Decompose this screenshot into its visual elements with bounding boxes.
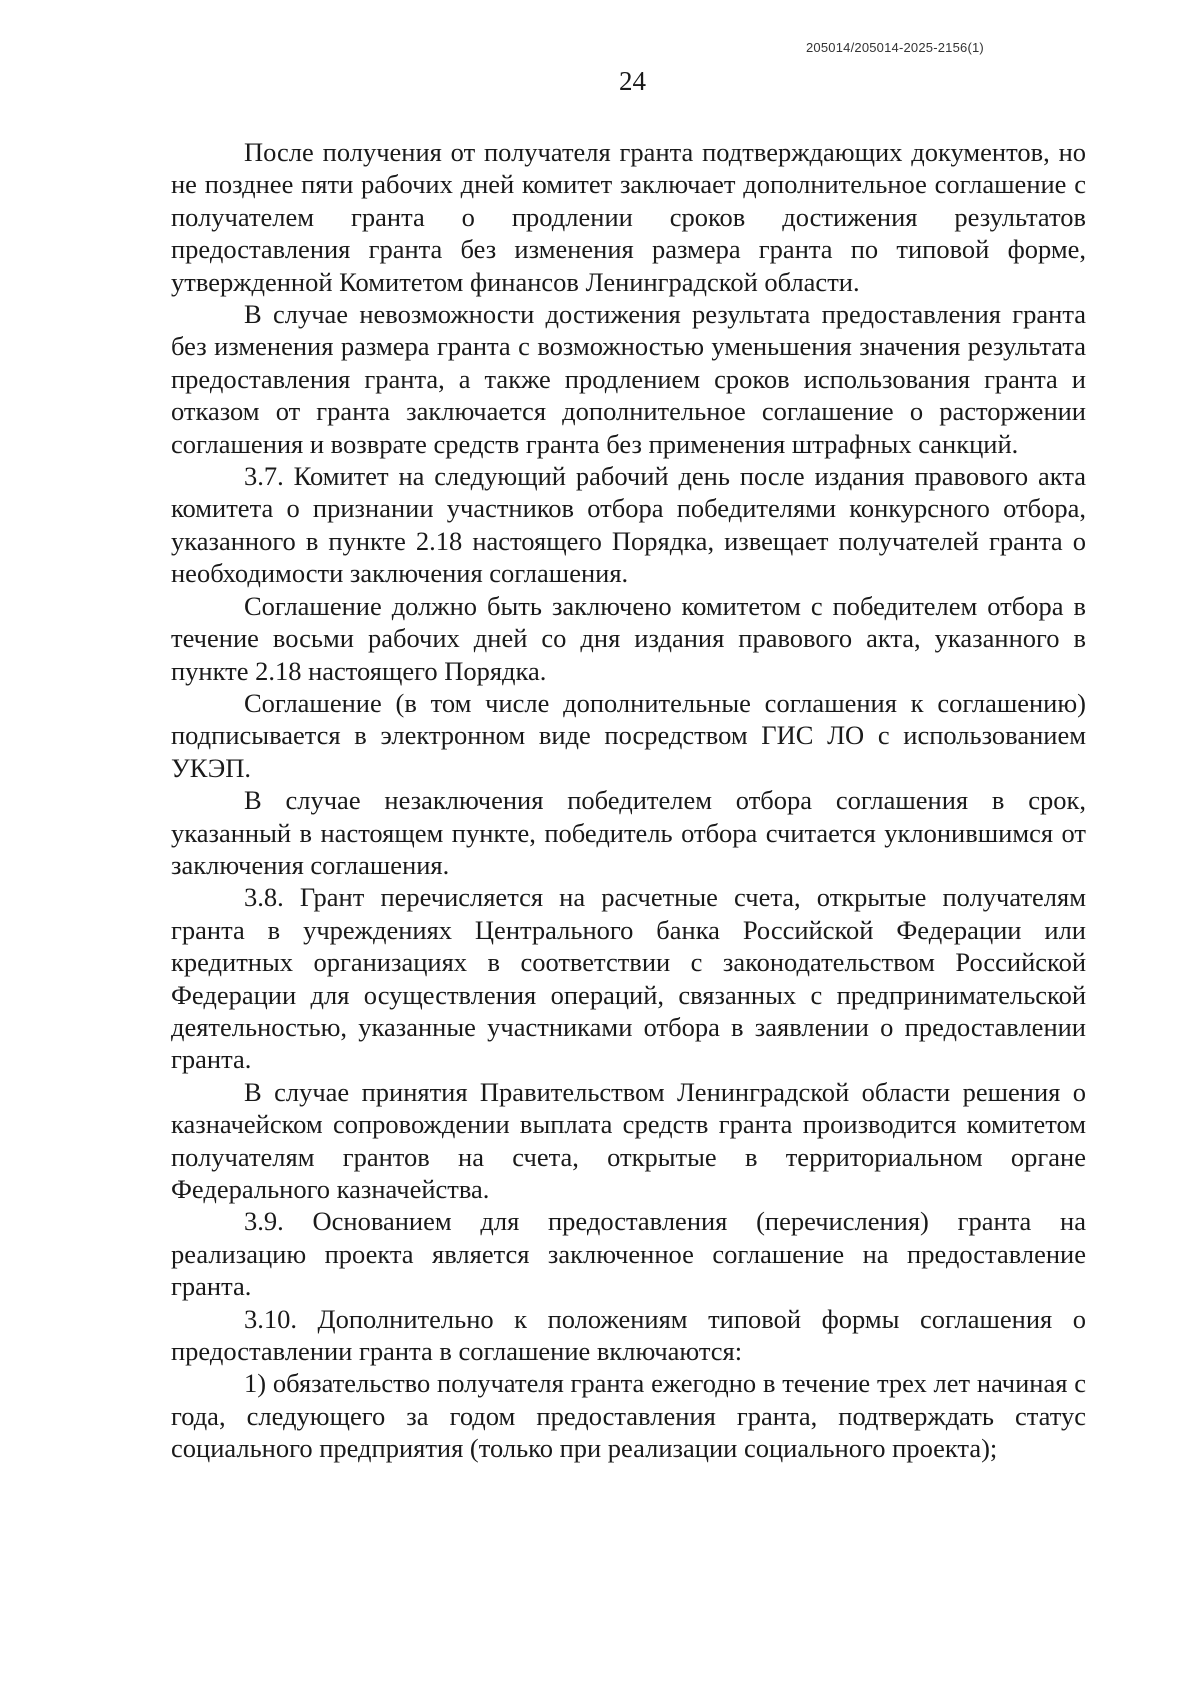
document-id: 205014/205014-2025-2156(1): [806, 40, 984, 55]
paragraph: Соглашение (в том числе дополнительные соглашения к соглашению) подписывается в электронном виде посредством ГИС ЛО с использованием УКЭП.: [171, 687, 1086, 783]
paragraph: 1) обязательство получателя гранта ежегодно в течение трех лет начиная с года, следующего за годом предоставления гранта, подтверждать статус социального предприятия (только при реализации социального проекта);: [171, 1368, 1086, 1464]
paragraph: 3.8. Грант перечисляется на расчетные счета, открытые получателям гранта в учреждениях Центрального банка Российской Федерации или кредитных организациях в соответствии с законодательством Российской Федерации для осуществления операций, связанных с предпринимательской деятельностью, указанные участниками отбора в заявлении о предоставлении гранта.: [171, 882, 1086, 1075]
paragraph: В случае незаключения победителем отбора соглашения в срок, указанный в настоящем пункте, победитель отбора считается уклонившимся от заключения соглашения.: [171, 785, 1086, 880]
paragraph: 3.10. Дополнительно к положениям типовой формы соглашения о предоставлении гранта в соглашение включаются:: [171, 1303, 1086, 1367]
page-number: 24: [619, 66, 646, 96]
paragraph: Соглашение должно быть заключено комитетом с победителем отбора в течение восьми рабочих дней со дня издания правового акта, указанного в пункте 2.18 настоящего Порядка.: [171, 590, 1086, 686]
paragraph: В случае невозможности достижения результата предоставления гранта без изменения размера гранта с возможностью уменьшения значения результата предоставления гранта, а также продлением сроков использования гранта и отказом от гранта заключается дополнительное соглашение о расторжении соглашения и возврате средств гранта без применения штрафных санкций.: [171, 299, 1086, 459]
paragraph: После получения от получателя гранта подтверждающих документов, но не позднее пяти рабочих дней комитет заключает дополнительное соглашение с получателем гранта о продлении сроков достижения результатов предоставления гранта без изменения размера гранта по типовой форме, утвержденной Комитетом финансов Ленинградской области.: [171, 137, 1086, 297]
paragraph: В случае принятия Правительством Ленинградской области решения о казначейском сопровождении выплата средств гранта производится комитетом получателям грантов на счета, открытые в территориальном органе Федерального казначейства.: [171, 1076, 1086, 1204]
document-body: [171, 136, 1086, 1465]
paragraph: 3.9. Основанием для предоставления (перечисления) гранта на реализацию проекта является заключенное соглашение на предоставление гранта.: [171, 1206, 1086, 1302]
paragraph: 3.7. Комитет на следующий рабочий день после издания правового акта комитета о признании участников отбора победителями конкурсного отбора, указанного в пункте 2.18 настоящего Порядка, извещает получателей гранта о необходимости заключения соглашения.: [171, 461, 1086, 589]
